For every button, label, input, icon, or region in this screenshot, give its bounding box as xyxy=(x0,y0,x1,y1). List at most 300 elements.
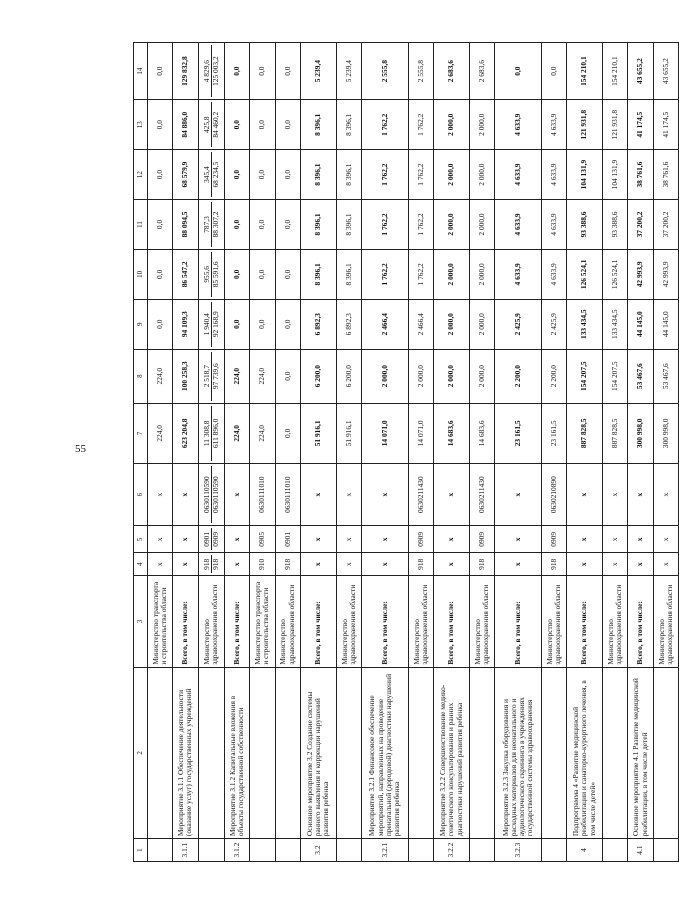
table-row xyxy=(173,43,198,862)
table-cell: 8 396,1 xyxy=(300,249,336,299)
table-row xyxy=(434,43,470,862)
table-cell xyxy=(198,43,225,100)
column-header: 2 xyxy=(134,667,148,838)
table-row xyxy=(225,43,250,862)
table-row xyxy=(362,43,409,862)
table-cell: 2 683,6 xyxy=(434,43,470,100)
table-cell: 0,0 xyxy=(148,100,173,150)
split-value: 1 940,4 xyxy=(201,313,211,336)
table-cell: 0,0 xyxy=(250,200,275,250)
table-cell: x xyxy=(628,526,653,553)
table-cell: 2 000,0 xyxy=(434,150,470,200)
table-cell: 126 524,1 xyxy=(567,249,603,299)
table-cell: 44 145,0 xyxy=(628,299,653,349)
column-header-row xyxy=(134,43,148,862)
table-cell: 154 207,5 xyxy=(603,349,628,403)
table-cell: 42 993,9 xyxy=(653,249,678,299)
table-cell: 0,0 xyxy=(148,299,173,349)
table-cell: 3.2.2 xyxy=(434,839,470,862)
table-cell: 8 396,1 xyxy=(336,200,361,250)
table-cell: 104 131,9 xyxy=(603,150,628,200)
table-cell xyxy=(148,839,173,862)
table-cell: 51 916,1 xyxy=(336,403,361,463)
split-value: 918 xyxy=(201,558,211,570)
table-cell xyxy=(250,839,275,862)
split-value: 787,3 xyxy=(201,216,211,233)
table-cell: x xyxy=(567,463,603,525)
table-cell: 38 761,6 xyxy=(628,150,653,200)
table-cell: x xyxy=(495,463,542,525)
table-cell: 154 210,1 xyxy=(567,43,603,100)
table-cell: 5 239,4 xyxy=(300,43,336,100)
split-values xyxy=(200,302,224,347)
split-value: 611 896,0 xyxy=(211,406,220,461)
table-cell xyxy=(198,667,225,838)
column-header: 5 xyxy=(134,526,148,553)
table-cell: 126 524,1 xyxy=(603,249,628,299)
table-cell: 44 145,0 xyxy=(653,299,678,349)
table-cell: 3.2.3 xyxy=(495,839,542,862)
column-header: 7 xyxy=(134,403,148,463)
table-cell xyxy=(469,839,494,862)
split-values xyxy=(200,528,224,550)
table-cell: x xyxy=(362,553,409,576)
table-cell: 4 633,9 xyxy=(495,150,542,200)
split-value: 4 829,6 xyxy=(201,60,211,83)
table-cell: x xyxy=(173,526,198,553)
split-value: 92 168,9 xyxy=(211,302,220,347)
table-cell: 0,0 xyxy=(148,43,173,100)
table-cell: 42 993,9 xyxy=(628,249,653,299)
table-cell: 1 762,2 xyxy=(362,249,409,299)
table-cell: 93 388,6 xyxy=(567,200,603,250)
table-cell xyxy=(148,667,173,838)
table-cell: 0,0 xyxy=(275,150,300,200)
table-cell: 6 892,3 xyxy=(336,299,361,349)
table-row xyxy=(275,43,300,862)
table-cell: 0901 xyxy=(275,526,300,553)
table-cell: 2 000,0 xyxy=(434,249,470,299)
split-values xyxy=(200,252,224,297)
table-cell xyxy=(541,667,566,838)
table-cell: x xyxy=(336,463,361,525)
table-body xyxy=(148,43,679,862)
rotated-table-container xyxy=(133,42,679,862)
table-cell: 0,0 xyxy=(148,200,173,250)
table-cell: 918 xyxy=(275,553,300,576)
table-cell: 2 000,0 xyxy=(469,349,494,403)
table-cell: x xyxy=(628,463,653,525)
table-cell: 104 131,9 xyxy=(567,150,603,200)
table-row xyxy=(250,43,275,862)
table-cell: 6 200,0 xyxy=(300,349,336,403)
table-cell: 14 071,0 xyxy=(362,403,409,463)
table-cell: 51 916,1 xyxy=(300,403,336,463)
table-cell: 6 200,0 xyxy=(336,349,361,403)
table-cell: 14 683,6 xyxy=(469,403,494,463)
table-cell: 121 931,8 xyxy=(567,100,603,150)
table-cell: x xyxy=(336,553,361,576)
table-cell: 2 425,9 xyxy=(541,299,566,349)
column-header: 10 xyxy=(134,249,148,299)
split-value: 918 xyxy=(211,555,220,573)
table-row xyxy=(469,43,494,862)
table-cell: x xyxy=(434,463,470,525)
table-cell: x xyxy=(603,553,628,576)
table-cell: 0,0 xyxy=(275,249,300,299)
table-cell: 2 000,0 xyxy=(434,100,470,150)
table-cell: x xyxy=(225,526,250,553)
column-header: 8 xyxy=(134,349,148,403)
table-cell xyxy=(408,839,433,862)
split-value: 0909 xyxy=(211,528,220,550)
table-cell: 2 000,0 xyxy=(469,150,494,200)
table-cell: 0,0 xyxy=(495,43,542,100)
table-cell: 94 109,3 xyxy=(173,299,198,349)
table-row xyxy=(148,43,173,862)
table-cell: Всего, в том числе: xyxy=(173,576,198,667)
table-cell: 84 886,0 xyxy=(173,100,198,150)
table-cell: 1 762,2 xyxy=(362,150,409,200)
table-row xyxy=(567,43,603,862)
table-cell: 623 204,8 xyxy=(173,403,198,463)
table-cell: 0,0 xyxy=(225,43,250,100)
table-cell: 0,0 xyxy=(275,349,300,403)
table-cell: 133 434,5 xyxy=(603,299,628,349)
table-cell xyxy=(336,667,361,838)
table-cell: x xyxy=(225,553,250,576)
column-header: 6 xyxy=(134,463,148,525)
column-header: 3 xyxy=(134,576,148,667)
table-cell: 41 174,5 xyxy=(628,100,653,150)
table-cell: x xyxy=(628,553,653,576)
table-cell: 37 200,2 xyxy=(628,200,653,250)
table-cell: 3.2 xyxy=(300,839,336,862)
table-cell: 0,0 xyxy=(275,43,300,100)
table-cell: 0,0 xyxy=(250,100,275,150)
column-header: 11 xyxy=(134,200,148,250)
table-cell: 224,0 xyxy=(250,349,275,403)
table-cell: 0,0 xyxy=(275,403,300,463)
table-cell: 4.1 xyxy=(628,839,653,862)
split-values xyxy=(200,202,224,247)
table-cell: 0,0 xyxy=(250,299,275,349)
table-cell: 0,0 xyxy=(148,150,173,200)
table-cell: Министерство транспорта и строительства области xyxy=(250,576,275,667)
table-cell: Всего, в том числе: xyxy=(628,576,653,667)
table-cell: 2 000,0 xyxy=(469,299,494,349)
table-cell: 0,0 xyxy=(250,43,275,100)
table-cell: x xyxy=(603,463,628,525)
table-cell: x xyxy=(653,526,678,553)
table-cell: 2 466,4 xyxy=(362,299,409,349)
table-row xyxy=(628,43,653,862)
split-values xyxy=(200,555,224,573)
table-cell: 41 174,5 xyxy=(653,100,678,150)
table-cell: 224,0 xyxy=(250,403,275,463)
table-cell: Министерство здравоохранения области xyxy=(541,576,566,667)
table-cell: 0905 xyxy=(250,526,275,553)
table-cell: Министерство здравоохранения области xyxy=(408,576,433,667)
table-cell: 53 467,6 xyxy=(628,349,653,403)
table-cell: 2 000,0 xyxy=(434,200,470,250)
table-cell: Всего, в том числе: xyxy=(495,576,542,667)
table-cell: 300 998,0 xyxy=(653,403,678,463)
split-values xyxy=(200,102,224,147)
table-cell: x xyxy=(434,553,470,576)
table-cell xyxy=(653,839,678,862)
table-cell: x xyxy=(362,463,409,525)
table-row xyxy=(603,43,628,862)
split-value: 955,6 xyxy=(201,266,211,283)
split-value: 68 234,5 xyxy=(211,152,220,197)
table-cell: Министерство здравоохранения области xyxy=(653,576,678,667)
table-cell: 129 832,8 xyxy=(173,43,198,100)
table-cell: Подпрограмма 4 «Развитие медицинской реабилитации и санаторно-курортного лечения, в том числе детей» xyxy=(567,667,603,838)
table-row xyxy=(300,43,336,862)
table-row xyxy=(495,43,542,862)
table-cell: 100 258,3 xyxy=(173,349,198,403)
split-values xyxy=(200,406,224,461)
table-cell: x xyxy=(653,463,678,525)
table-cell: 2 200,0 xyxy=(495,349,542,403)
table-cell: 2 466,4 xyxy=(408,299,433,349)
table-cell: 14 071,0 xyxy=(408,403,433,463)
table-cell: 38 761,6 xyxy=(653,150,678,200)
table-cell: 224,0 xyxy=(225,403,250,463)
table-cell: 918 xyxy=(469,553,494,576)
table-cell: Мероприятие 3.1.2 Капитальные вложения в объекты государственной собственности xyxy=(225,667,250,838)
table-cell: 887 828,5 xyxy=(603,403,628,463)
table-cell xyxy=(653,667,678,838)
table-cell: x xyxy=(148,463,173,525)
column-header: 12 xyxy=(134,150,148,200)
table-cell: 1 762,2 xyxy=(408,200,433,250)
table-row xyxy=(198,43,225,862)
table-cell: x xyxy=(567,526,603,553)
table-cell: 68 579,9 xyxy=(173,150,198,200)
table-cell: x xyxy=(495,526,542,553)
table-cell: 0,0 xyxy=(225,150,250,200)
table-cell: 8 396,1 xyxy=(300,100,336,150)
table-cell: x xyxy=(300,553,336,576)
table-cell: 0,0 xyxy=(250,150,275,200)
table-cell xyxy=(541,839,566,862)
column-header: 9 xyxy=(134,299,148,349)
column-header: 14 xyxy=(134,43,148,100)
table-cell: 2 555,8 xyxy=(362,43,409,100)
table-cell: 910 xyxy=(250,553,275,576)
table-cell: 224,0 xyxy=(225,349,250,403)
table-row xyxy=(653,43,678,862)
table-cell: 4 633,9 xyxy=(495,200,542,250)
table-cell: 0,0 xyxy=(225,200,250,250)
column-header: 1 xyxy=(134,839,148,862)
split-values xyxy=(200,466,224,523)
table-cell xyxy=(408,667,433,838)
table-cell: 918 xyxy=(408,553,433,576)
split-value: 0630110590 xyxy=(211,466,220,523)
table-cell xyxy=(198,249,225,299)
table-cell: 0909 xyxy=(541,526,566,553)
table-cell: x xyxy=(653,553,678,576)
table-cell: 0,0 xyxy=(275,100,300,150)
table-cell: Основное мероприятие 3.2 Создание системы раннего выявления и коррекции нарушений развития ребенка xyxy=(300,667,336,838)
table-cell: 4 633,9 xyxy=(495,100,542,150)
table-cell: 0,0 xyxy=(250,249,275,299)
column-header: 13 xyxy=(134,100,148,150)
table-cell: 88 094,5 xyxy=(173,200,198,250)
split-values xyxy=(200,352,224,401)
split-value: 345,4 xyxy=(201,166,211,183)
table-cell: Министерство здравоохранения области xyxy=(603,576,628,667)
table-cell: Основное мероприятие 4.1 Развитие медицинской реабилитации, в том числе детей xyxy=(628,667,653,838)
table-cell: 121 931,8 xyxy=(603,100,628,150)
split-value: 88 307,2 xyxy=(211,202,220,247)
table-cell: 0,0 xyxy=(275,299,300,349)
split-value: 0630110590 xyxy=(201,476,211,513)
budget-table xyxy=(133,42,679,862)
table-cell: 2 000,0 xyxy=(434,349,470,403)
table-cell: 1 762,2 xyxy=(362,200,409,250)
table-cell: 8 396,1 xyxy=(336,249,361,299)
table-cell: x xyxy=(300,526,336,553)
table-cell: 2 000,0 xyxy=(469,200,494,250)
table-cell: x xyxy=(434,526,470,553)
table-cell: Министерство здравоохранения области xyxy=(469,576,494,667)
table-cell xyxy=(469,667,494,838)
table-cell: x xyxy=(225,463,250,525)
table-cell: 0,0 xyxy=(275,200,300,250)
table-cell: Всего, в том числе: xyxy=(362,576,409,667)
split-values xyxy=(200,152,224,197)
split-value: 125 003,2 xyxy=(211,45,220,97)
table-cell: 0909 xyxy=(469,526,494,553)
table-cell xyxy=(198,349,225,403)
table-cell: 0630210890 xyxy=(541,463,566,525)
table-cell: 3.1.1 xyxy=(173,839,198,862)
table-cell: 1 762,2 xyxy=(408,100,433,150)
table-cell: 1 762,2 xyxy=(408,249,433,299)
table-cell: 154 207,5 xyxy=(567,349,603,403)
table-cell: 2 683,6 xyxy=(469,43,494,100)
table-cell: 0630111010 xyxy=(275,463,300,525)
table-cell: 4 633,9 xyxy=(541,150,566,200)
table-cell xyxy=(275,667,300,838)
table-cell: 0,0 xyxy=(148,249,173,299)
table-cell: 0630211430 xyxy=(469,463,494,525)
table-cell: 43 655,2 xyxy=(628,43,653,100)
table-cell: 300 998,0 xyxy=(628,403,653,463)
table-cell: x xyxy=(148,526,173,553)
table-cell: 4 633,9 xyxy=(541,100,566,150)
table-cell: 8 396,1 xyxy=(336,100,361,150)
table-cell: x xyxy=(173,463,198,525)
table-cell: 53 467,6 xyxy=(653,349,678,403)
table-cell: 2 200,0 xyxy=(541,349,566,403)
column-header: 4 xyxy=(134,553,148,576)
split-value: 85 591,6 xyxy=(211,252,220,297)
table-cell xyxy=(198,150,225,200)
table-cell: x xyxy=(567,553,603,576)
table-cell: 8 396,1 xyxy=(300,150,336,200)
split-value: 11 308,8 xyxy=(201,420,211,447)
table-cell: Всего, в том числе: xyxy=(434,576,470,667)
table-cell: 43 655,2 xyxy=(653,43,678,100)
table-cell: Мероприятие 3.2.2 Совершенствование медико-генетического консультирования и ранних диагностики нарушений развития ребенка xyxy=(434,667,470,838)
table-cell xyxy=(603,667,628,838)
table-cell: 887 828,5 xyxy=(567,403,603,463)
table-cell: 5 239,4 xyxy=(336,43,361,100)
split-values xyxy=(200,45,224,97)
table-cell: 2 000,0 xyxy=(469,249,494,299)
table-cell: 2 000,0 xyxy=(408,349,433,403)
table-cell: 4 xyxy=(567,839,603,862)
table-cell: 918 xyxy=(541,553,566,576)
table-cell: 154 210,1 xyxy=(603,43,628,100)
table-cell: 0,0 xyxy=(225,249,250,299)
table-row xyxy=(408,43,433,862)
table-cell: Министерство здравоохранения области xyxy=(275,576,300,667)
table-cell: Мероприятие 3.2.3 Закупка оборудования и расходных материалов для неонатального и аудиологического скрининга в учреждениях государственной системы здравоохранения xyxy=(495,667,542,838)
table-cell: 4 633,9 xyxy=(495,249,542,299)
table-cell: Мероприятие 3.2.1 Финансовое обеспечение мероприятий, направленных на проведение пренатальной (дородовой) диагностики нарушений развития ребенка xyxy=(362,667,409,838)
table-cell: 8 396,1 xyxy=(336,150,361,200)
table-cell: Министерство здравоохранения области xyxy=(336,576,361,667)
table-cell: Мероприятие 3.1.1 Обеспечение деятельности (оказание услуг) государственных учреждений xyxy=(173,667,198,838)
table-cell: 23 161,5 xyxy=(541,403,566,463)
table-cell: x xyxy=(362,526,409,553)
split-value: 425,8 xyxy=(201,116,211,134)
table-row xyxy=(336,43,361,862)
table-cell: x xyxy=(173,553,198,576)
table-cell: x xyxy=(300,463,336,525)
table-cell: Всего, в том числе: xyxy=(300,576,336,667)
table-cell xyxy=(275,839,300,862)
table-cell: Министерство транспорта и строительства области xyxy=(148,576,173,667)
table-cell: 93 388,6 xyxy=(603,200,628,250)
table-cell: 37 200,2 xyxy=(653,200,678,250)
page-number: 55 xyxy=(75,443,86,455)
table-cell xyxy=(198,839,225,862)
split-value: 2 518,7 xyxy=(201,365,211,388)
table-cell: 14 683,6 xyxy=(434,403,470,463)
table-cell xyxy=(198,526,225,553)
split-value: 84 460,2 xyxy=(211,102,220,147)
table-cell: 0,0 xyxy=(225,299,250,349)
table-cell xyxy=(198,100,225,150)
table-cell: 2 425,9 xyxy=(495,299,542,349)
table-cell xyxy=(198,200,225,250)
split-value: 97 739,6 xyxy=(211,352,220,401)
table-cell: 0630211430 xyxy=(408,463,433,525)
table-cell: 0,0 xyxy=(225,100,250,150)
table-cell: 23 161,5 xyxy=(495,403,542,463)
table-cell: 2 000,0 xyxy=(434,299,470,349)
table-cell: x xyxy=(336,526,361,553)
table-cell xyxy=(603,839,628,862)
table-cell: 2 000,0 xyxy=(362,349,409,403)
table-cell: 86 547,2 xyxy=(173,249,198,299)
table-cell: x xyxy=(148,553,173,576)
table-cell xyxy=(336,839,361,862)
table-cell: 3.1.2 xyxy=(225,839,250,862)
table-cell: 224,0 xyxy=(148,349,173,403)
table-cell: 2 000,0 xyxy=(469,100,494,150)
table-cell xyxy=(198,463,225,525)
table-cell: 0909 xyxy=(408,526,433,553)
table-cell: 224,0 xyxy=(148,403,173,463)
